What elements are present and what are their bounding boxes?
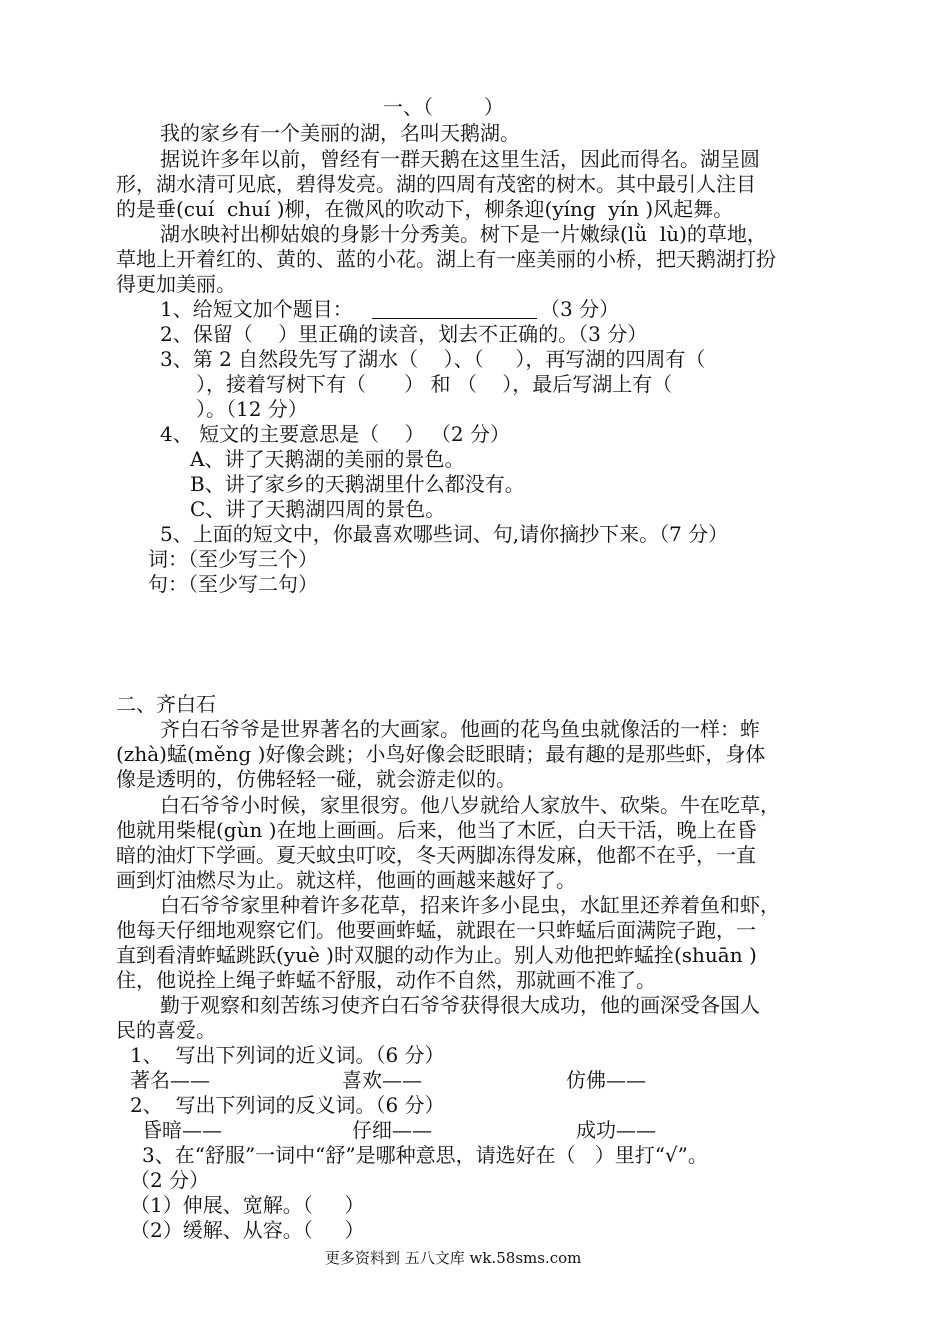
footer-source: 更多资料到 五八文库 wk.58sms.com xyxy=(325,1249,582,1267)
section1-paragraph-line: 据说许多年以前，曾经有一群天鹅在这里生活，因此而得名。湖呈圆 xyxy=(160,147,760,171)
section1-paragraph-line: 得更加美丽。 xyxy=(116,272,236,296)
section2-heading: 二、齐白石 xyxy=(116,692,216,716)
section1-heading: 一、（ ） xyxy=(383,95,504,119)
section2-paragraph-line: 勤于观察和刻苦练习使齐白石爷爷获得很大成功，他的画深受各国人 xyxy=(160,993,760,1017)
synonym-item: 仿佛—— xyxy=(566,1068,646,1092)
question-2-antonyms: 2、 写出下列词的反义词。（6 分） xyxy=(130,1093,445,1117)
question-3-line: ）。（12 分） xyxy=(196,397,308,421)
synonym-item: 喜欢—— xyxy=(342,1068,422,1092)
question-5-sentences-prompt: 句：（至少写二句） xyxy=(148,572,318,596)
question-1-title: 1、给短文加个题目： xyxy=(160,297,353,321)
meaning-option: （1）伸展、宽解。（ ） xyxy=(130,1193,365,1217)
section2-paragraph-line: 住，他说拴上绳子蚱蜢不舒服，动作不自然，那就画不准了。 xyxy=(116,968,656,992)
section2-paragraph-line: 齐白石爷爷是世界著名的大画家。他画的花鸟鱼虫就像活的一样：蚱 xyxy=(160,717,760,741)
question-5-excerpt: 5、上面的短文中，你最喜欢哪些词、句,请你摘抄下来。（7 分） xyxy=(160,522,729,546)
antonym-item: 昏暗—— xyxy=(142,1118,222,1142)
question-4-option: A、讲了天鹅湖的美丽的景色。 xyxy=(190,447,465,471)
question-1-score: （3 分） xyxy=(540,297,620,321)
section2-paragraph-line: 他每天仔细地观察它们。他要画蚱蜢，就跟在一只蚱蜢后面满院子跑，一 xyxy=(116,918,756,942)
section1-paragraph-line: 我的家乡有一个美丽的湖，名叫天鹅湖。 xyxy=(160,121,520,145)
question-3-line: 3、第 2 自然段先写了湖水（ ）、（ ），再写湖的四周有（ xyxy=(160,347,706,371)
question-3-line: ），接着写树下有（ ） 和 （ ），最后写湖上有（ xyxy=(196,372,673,396)
section2-paragraph-line: (zhà)蜢(měng )好像会跳；小鸟好像会眨眼睛；最有趣的是那些虾，身体 xyxy=(116,742,766,766)
section1-paragraph-line: 湖水映衬出柳姑娘的身影十分秀美。树下是一片嫩绿(lǜ lù)的草地， xyxy=(160,222,767,246)
question-4-option: B、讲了家乡的天鹅湖里什么都没有。 xyxy=(190,472,525,496)
section2-paragraph-line: 像是透明的，仿佛轻轻一碰，就会游走似的。 xyxy=(116,767,516,791)
antonym-item: 成功—— xyxy=(576,1118,656,1142)
question-5-words-prompt: 词：（至少写三个） xyxy=(148,547,318,571)
section2-paragraph-line: 白石爷爷家里种着许多花草，招来许多小昆虫，水缸里还养着鱼和虾， xyxy=(160,893,780,917)
section2-paragraph-line: 他就用柴棍(gùn )在地上画画。后来，他当了木匠，白天干活，晚上在昏 xyxy=(116,818,757,842)
title-answer-blank[interactable] xyxy=(372,318,537,319)
section2-paragraph-line: 白石爷爷小时候，家里很穷。他八岁就给人家放牛、砍柴。牛在吃草， xyxy=(160,793,780,817)
synonym-item: 著名—— xyxy=(130,1068,210,1092)
meaning-option: （2）缓解、从容。（ ） xyxy=(130,1218,365,1242)
section2-paragraph-line: 暗的油灯下学画。夏天蚊虫叮咬，冬天两脚冻得发麻，他都不在乎，一直 xyxy=(116,843,756,867)
question-3-meaning: 3、在“舒服”一词中“舒”是哪种意思，请选好在（ ）里打“√”。 xyxy=(142,1143,708,1167)
question-4-main-idea: 4、 短文的主要意思是（ ） （2 分） xyxy=(160,422,510,446)
section1-paragraph-line: 的是垂(cuí chuí )柳，在微风的吹动下，柳条迎(yíng yín )风起舞。 xyxy=(116,197,734,221)
section1-paragraph-line: 草地上开着红的、黄的、蓝的小花。湖上有一座美丽的小桥，把天鹅湖打扮 xyxy=(116,247,776,271)
antonym-item: 仔细—— xyxy=(352,1118,432,1142)
question-4-option: C、讲了天鹅湖四周的景色。 xyxy=(190,497,446,521)
question-2-pinyin: 2、保留（ ）里正确的读音，划去不正确的。（3 分） xyxy=(160,322,648,346)
section2-paragraph-line: 直到看清蚱蜢跳跃(yuè )时双腿的动作为止。别人劝他把蚱蜢拴(shuān ) xyxy=(116,943,757,967)
question-3-score: （2 分） xyxy=(130,1168,210,1192)
section2-paragraph-line: 民的喜爱。 xyxy=(116,1018,216,1042)
section2-paragraph-line: 画到灯油燃尽为止。就这样，他画的画越来越好了。 xyxy=(116,868,576,892)
question-1-synonyms: 1、 写出下列词的近义词。（6 分） xyxy=(130,1043,445,1067)
section1-paragraph-line: 形，湖水清可见底，碧得发亮。湖的四周有茂密的树木。其中最引人注目 xyxy=(116,172,756,196)
